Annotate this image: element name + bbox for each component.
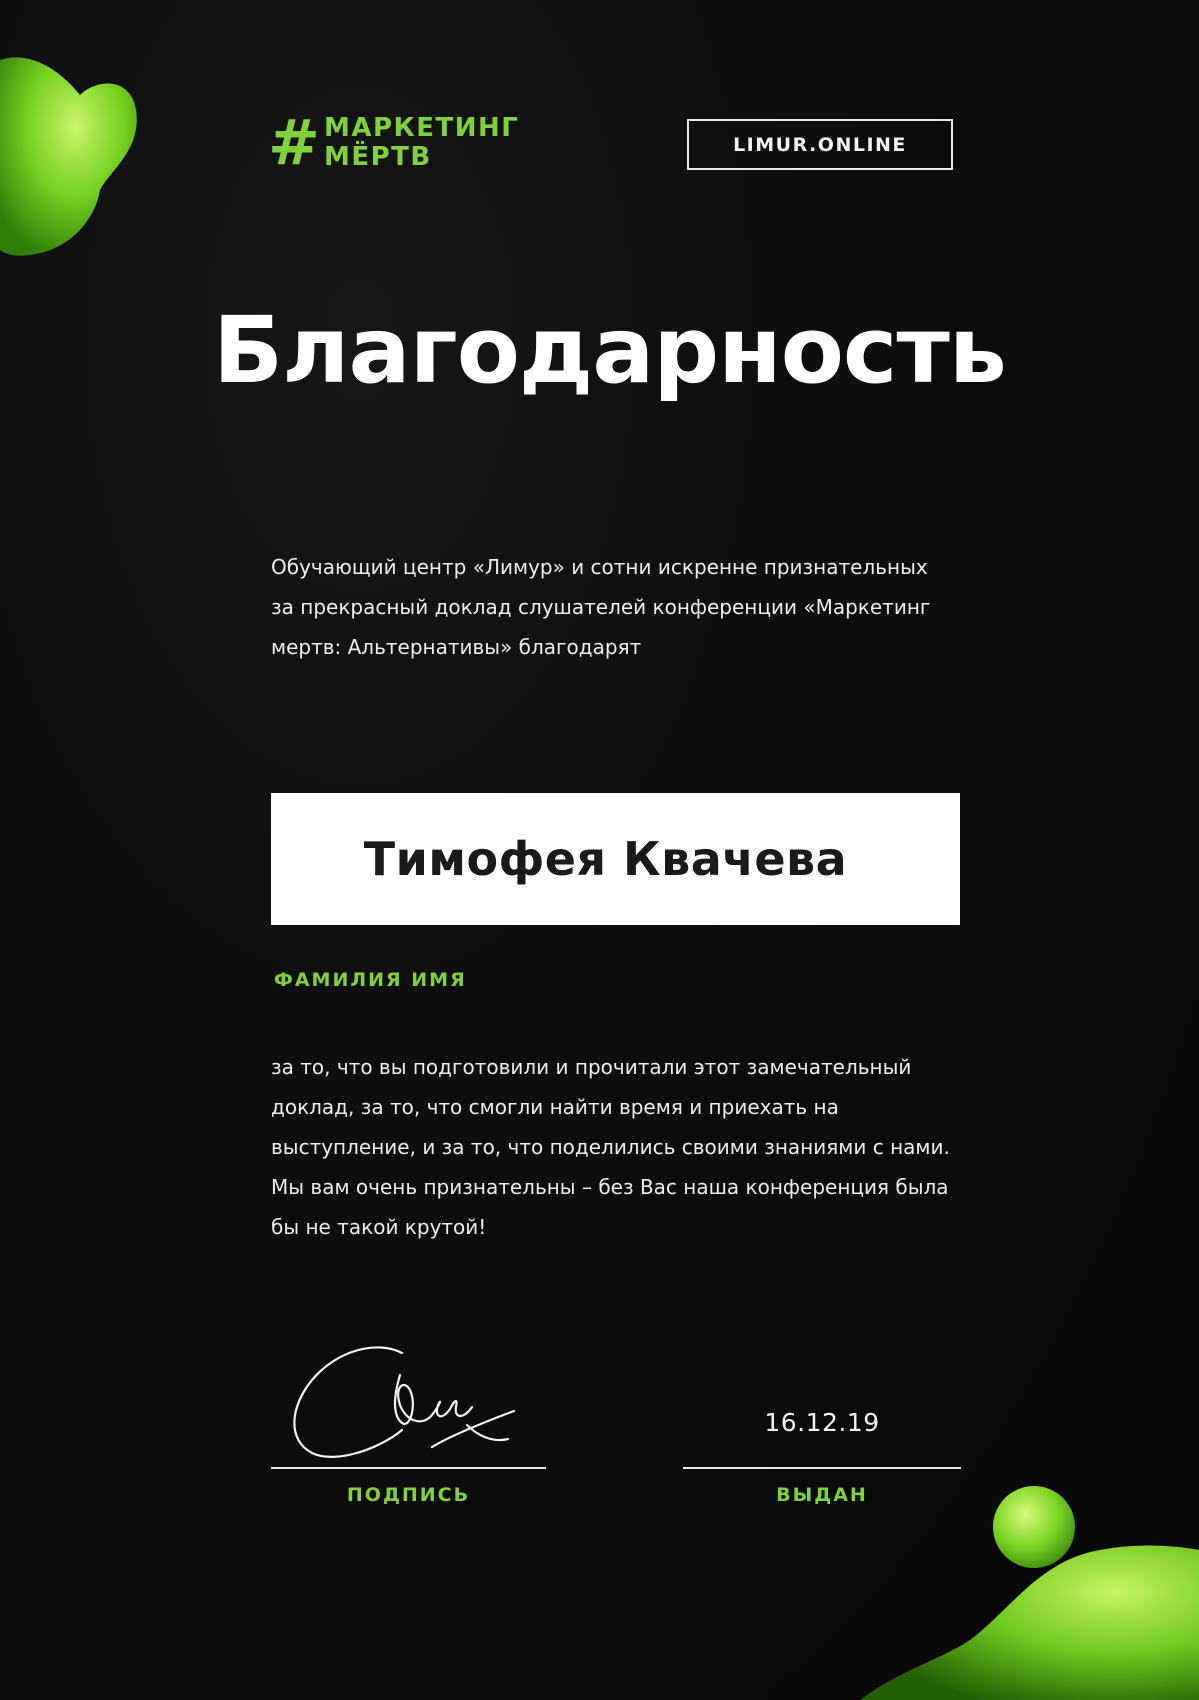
signature-caption: ПОДПИСЬ: [346, 1484, 471, 1506]
issued-caption: ВЫДАН: [776, 1484, 868, 1506]
logo-line-1: МАРКЕТИНГ: [323, 113, 520, 143]
green-blob-bottom-right: [860, 1520, 1199, 1700]
handwritten-signature: [282, 1335, 522, 1465]
website-text: LIMUR.ONLINE: [733, 133, 907, 156]
green-blob-top-left: [0, 50, 140, 260]
name-caption: ФАМИЛИЯ ИМЯ: [274, 969, 467, 991]
logo-hash: #: [268, 106, 318, 179]
body-line: доклад, за то, что смогли найти время и приехать на: [271, 1095, 839, 1119]
body-line: выступление, и за то, что поделились своими знаниями с нами.: [271, 1135, 950, 1159]
body-line: Мы вам очень признательны – без Вас наша конференция была: [271, 1175, 949, 1199]
website-box: [687, 119, 953, 170]
intro-line: за прекрасный доклад слушателей конференции «Маркетинг: [271, 595, 931, 619]
recipient-name: Тимофея Квачева: [363, 832, 848, 886]
body-line: бы не такой крутой!: [271, 1215, 487, 1239]
certificate-title: Благодарность: [213, 297, 1006, 404]
conference-logo: [268, 106, 520, 179]
body-paragraph: [271, 1047, 971, 1247]
issued-line: [683, 1467, 961, 1469]
logo-line-2: МЁРТВ: [323, 142, 432, 172]
intro-line: мертв: Альтернативы» благодарят: [271, 635, 642, 659]
intro-paragraph: [271, 547, 971, 667]
signature-line: [271, 1467, 546, 1469]
body-line: за то, что вы подготовили и прочитали этот замечательный: [271, 1055, 912, 1079]
intro-line: Обучающий центр «Лимур» и сотни искренне признательных: [271, 555, 928, 579]
recipient-name-box: [271, 793, 960, 925]
issue-date: 16.12.19: [764, 1408, 880, 1437]
